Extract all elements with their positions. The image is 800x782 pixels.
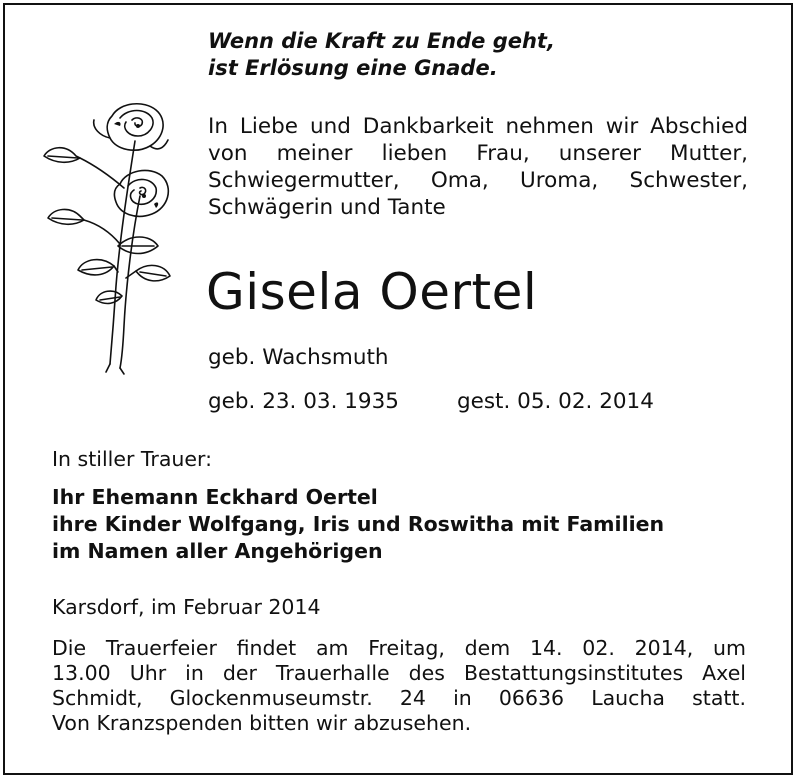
- motto: [208, 28, 555, 82]
- notice-line: 13.00 Uhr in der Trauerhalle des Bestattungsinstitutes Axel: [52, 661, 746, 685]
- mourners-list: [52, 484, 664, 565]
- life-dates: [208, 387, 654, 417]
- place-date: Karsdorf, im Februar 2014: [52, 595, 321, 619]
- funeral-notice: [52, 636, 746, 736]
- mourner-line: ihre Kinder Wolfgang, Iris und Roswitha mit Familien: [52, 512, 665, 536]
- motto-line-1: Wenn die Kraft zu Ende geht,: [208, 29, 555, 53]
- farewell-line: In Liebe und Dankbarkeit nehmen wir Abschied: [208, 114, 748, 139]
- farewell-line: Schwägerin und Tante: [208, 195, 446, 220]
- deceased-name: Gisela Oertel: [206, 263, 538, 321]
- farewell-line: Schwiegermutter, Oma, Uroma, Schwester,: [208, 168, 748, 193]
- maiden-name: geb. Wachsmuth: [208, 345, 389, 370]
- notice-line: Schmidt, Glockenmuseumstr. 24 in 06636 Laucha statt.: [52, 686, 746, 710]
- notice-line: Die Trauerfeier findet am Freitag, dem 14. 02. 2014, um: [52, 636, 746, 660]
- farewell-line: von meiner lieben Frau, unserer Mutter,: [208, 141, 748, 166]
- birth-date: geb. 23. 03. 1935: [208, 389, 399, 414]
- motto-line-2: ist Erlösung eine Gnade.: [208, 56, 498, 80]
- rose-icon: [40, 96, 190, 376]
- notice-line: Von Kranzspenden bitten wir abzusehen.: [52, 711, 472, 735]
- mourner-line: Ihr Ehemann Eckhard Oertel: [52, 485, 378, 509]
- mourners-heading: In stiller Trauer:: [52, 447, 212, 471]
- mourner-line: im Namen aller Angehörigen: [52, 539, 383, 563]
- death-date: gest. 05. 02. 2014: [456, 389, 654, 414]
- farewell-text: [208, 113, 748, 221]
